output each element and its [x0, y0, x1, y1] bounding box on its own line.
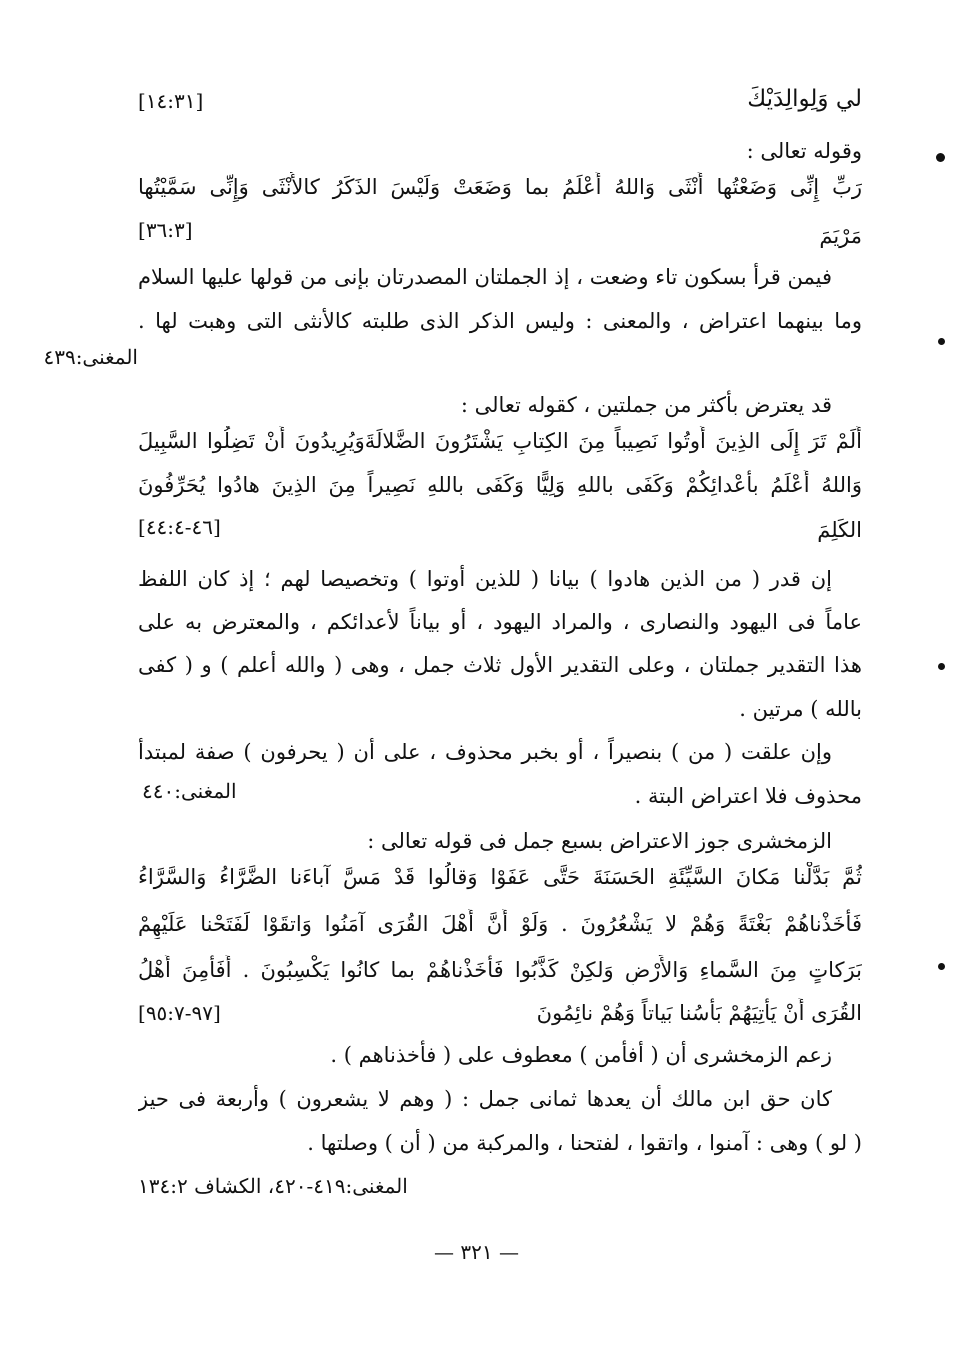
verse-reference: [٩٧-٩٥:٧] [138, 1001, 221, 1025]
text-line: إن قدر ( من الذين هادوا ) بيانا ( للذين أوتوا ) وتخصيصا لهم ؛ إذ كان اللفظ [138, 567, 832, 591]
text-line: وقوله تعالى : [746, 139, 862, 163]
text-line: فيمن قرأ بسكون تاء وضعت ، إذ الجملتان المصدرتان بإنى من قولها عليها السلام [138, 265, 832, 289]
text-line: وإن علقت ( من ) بنصيراً ، أو بخبر محذوف ، على أن ( يحرفون ) صفة لمبتدأ [138, 740, 832, 764]
text-line: هذا التقدير جملتان ، وعلى التقدير الأول ثلاث جمل ، وهى ( والله أعلم ) و ( كفى [138, 653, 862, 677]
header-verse-reference: [١٤:٣١] [138, 89, 204, 113]
source-reference: المغنى:٤٤٠ [142, 779, 237, 803]
quran-verse-line: ثُمَّ بَدَّلْنا مَكانَ السَّيِّئَةِ الحَسَنَةَ حَتَّى عَفَوْا وَقالُوا قَدْ مَسَّ آباءَنا الضَّرَّاءُ وَالسَّرَّاءُ [138, 865, 862, 889]
page-number: — ٣٢١ — [434, 1240, 519, 1264]
quran-verse-line: وَاللهُ أَعْلَمُ بأَعْدائِكُمْ وَكَفَى باللهِ وَلِيًّا وَكَفَى باللهِ نَصِيراً مِنَ الذِينَ هادُوا يُحَرِّفُونَ [138, 473, 862, 497]
text-line: عاماً فى اليهود والنصارى ، والمراد اليهود ، أو بياناً لأعدائكم ، والمعترض به على [138, 610, 862, 634]
text-line: وما بينهما اعتراض ، والمعنى : وليس الذكر الذى طلبته كالأنثى التى وهبت لها . [138, 309, 862, 333]
quran-verse-line: فَأَخَذْناهُمْ بَغْتَةً وَهُمْ لا يَشْعُرُونَ . وَلَوْ أَنَّ أَهْلَ القُرَى آمَنُوا وَاتقَوْا لَفَتَحْنا عَلَيْهِمْ [138, 912, 862, 936]
text-line: ( لو ) وهى : آمنوا ، واتقوا ، لفتحنا ، والمركبة من ( أن ) وصلتها . [307, 1131, 862, 1155]
margin-mark [938, 963, 945, 970]
verse-reference: [٤٦-٤٤:٤] [138, 515, 221, 539]
verse-reference: [٣٦:٣] [138, 218, 193, 242]
margin-mark [938, 663, 945, 670]
quran-verse-line: رَبِّ إِنِّى وَضَعْتُها أُنْثَى وَاللهُ أَعْلَمُ بما وَضَعَتْ وَلَيْسَ الذَكَرُ كالأُنْثَى وَإِنِّى سَمَّيْتُها [138, 175, 862, 199]
margin-mark [938, 338, 945, 345]
text-line: قد يعترض بأكثر من جملتين ، كقوله تعالى : [460, 393, 832, 417]
header-title: لي وَلِوالِدَيْكَ [747, 86, 862, 112]
quran-verse-line: القُرَى أَنْ يَأْتِيَهُمْ بَأْسُنا بَياتاً وَهُمْ نائِمُونَ [536, 1001, 862, 1025]
text-line: كان حق ابن مالك أن يعدها ثمانى جمل : ( وهم لا يشعرون ) وأربعة فى حيز [138, 1087, 832, 1111]
margin-mark [936, 153, 945, 162]
text-line: محذوف فلا اعتراض البتة . [634, 784, 862, 808]
text-line: بالله ) مرتين . [739, 697, 862, 721]
quran-verse-line: مَرْيَمَ [819, 224, 862, 248]
quran-verse-line: أَلَمْ تَرَ إِلَى الذِينَ أُوتُوا نَصِيباً مِنَ الكِتابِ يَشْتَرُونَ الضَّلالَةَوَيُرِيدُونَ أَنْ تَضِلُوا السَّبِيلَ [138, 429, 862, 453]
source-reference: المغنى:٤١٩-٤٢٠، الكشاف ١٣٤:٢ [138, 1174, 408, 1198]
quran-verse-line: الكَلِمَ [817, 518, 862, 542]
quran-verse-line: بَرَكاتٍ مِنَ السَّماءِ وَالأَرْضِ وَلكِنْ كَذَّبُوا فَأَخَذْناهُمْ بما كانُوا يَكْسِبُونَ . أَفَأَمِنَ أَهْلُ [138, 958, 862, 982]
text-line: زعم الزمخشرى أن ( أفأمن ) معطوف على ( فأخذناهم ) . [330, 1043, 832, 1067]
source-reference: المغنى:٤٣٩ [43, 345, 138, 369]
text-line: الزمخشرى جوز الاعتراض بسبع جمل فى قوله تعالى : [367, 829, 832, 853]
